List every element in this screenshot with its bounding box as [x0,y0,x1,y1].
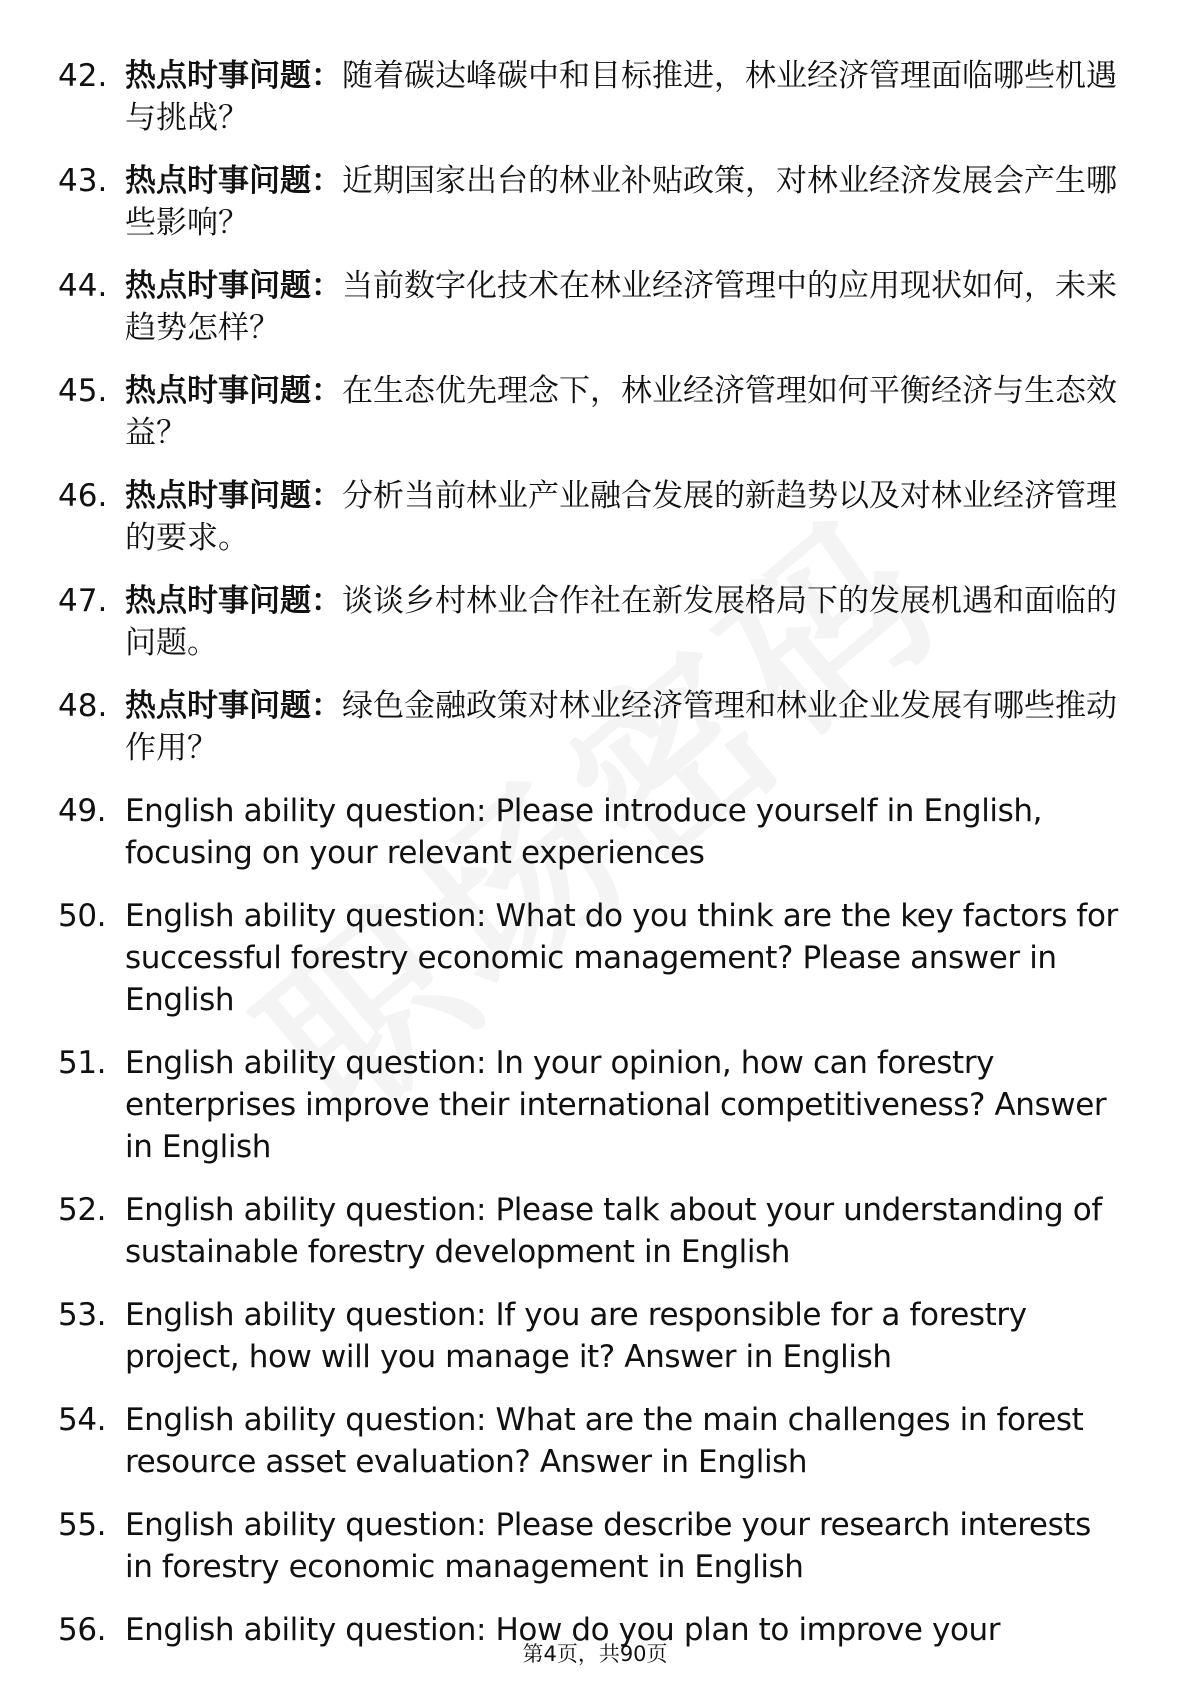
question-number: 51. [58,1045,107,1081]
question-item [58,55,1118,139]
question-item [58,685,1118,769]
question-label: 热点时事问题： [125,583,342,619]
question-item [58,160,1118,244]
question-label: 热点时事问题： [125,58,342,94]
question-number: 56. [58,1612,107,1648]
question-number: 55. [58,1507,107,1543]
question-item [58,1042,1118,1168]
question-number: 48. [58,688,108,724]
question-text: English ability question: Please describe your research interests in forestry economic management in English [125,1507,1091,1585]
question-item [58,790,1118,874]
question-item [58,1399,1118,1483]
question-number: 50. [58,898,107,934]
question-number: 45. [58,373,108,409]
page-footer: 第4页，共90页 [522,1642,668,1666]
question-text: English ability question: Please talk about your understanding of sustainable forestry development in English [125,1192,1102,1270]
question-number: 42. [58,58,108,94]
question-number: 49. [58,793,107,829]
question-text: 绿色金融政策对林业经济管理和林业企业发展有哪些推动作用？ [125,688,1117,766]
question-text: English ability question: What are the main challenges in forest resource asset evaluation? Answer in English [125,1402,1084,1480]
question-text: English ability question: If you are responsible for a forestry project, how will you manage it? Answer in English [125,1297,1027,1375]
question-text: English ability question: In your opinion, how can forestry enterprises improve their international competitiveness? Answer in English [125,1045,1107,1165]
question-item [58,265,1118,349]
question-number: 54. [58,1402,107,1438]
question-text: 当前数字化技术在林业经济管理中的应用现状如何，未来趋势怎样？ [125,268,1117,346]
question-number: 53. [58,1297,107,1333]
question-text: English ability question: How do you plan to improve your [125,1612,1001,1648]
question-item [58,580,1118,664]
question-number: 43. [58,163,108,199]
question-label: 热点时事问题： [125,478,342,514]
question-number: 46. [58,478,108,514]
question-label: 热点时事问题： [125,268,342,304]
question-item [58,895,1118,1021]
question-number: 47. [58,583,108,619]
question-number: 44. [58,268,108,304]
question-label: 热点时事问题： [125,373,342,409]
question-item [58,1504,1118,1588]
question-text: 分析当前林业产业融合发展的新趋势以及对林业经济管理的要求。 [125,478,1117,556]
question-label: 热点时事问题： [125,688,342,724]
question-list [58,55,1118,1672]
question-text: 谈谈乡村林业合作社在新发展格局下的发展机遇和面临的问题。 [125,583,1117,661]
question-item [58,475,1118,559]
question-text: 在生态优先理念下，林业经济管理如何平衡经济与生态效益？ [125,373,1117,451]
question-label: 热点时事问题： [125,163,342,199]
question-text: English ability question: What do you think are the key factors for successful forestry economic management? Please answer in English [125,898,1118,1018]
question-text: 近期国家出台的林业补贴政策，对林业经济发展会产生哪些影响？ [125,163,1117,241]
question-number: 52. [58,1192,107,1228]
question-text: 随着碳达峰碳中和目标推进，林业经济管理面临哪些机遇与挑战？ [125,58,1117,136]
question-item [58,1189,1118,1273]
question-text: English ability question: Please introduce yourself in English, focusing on your relevant experiences [125,793,1043,871]
question-item [58,370,1118,454]
question-item [58,1294,1118,1378]
